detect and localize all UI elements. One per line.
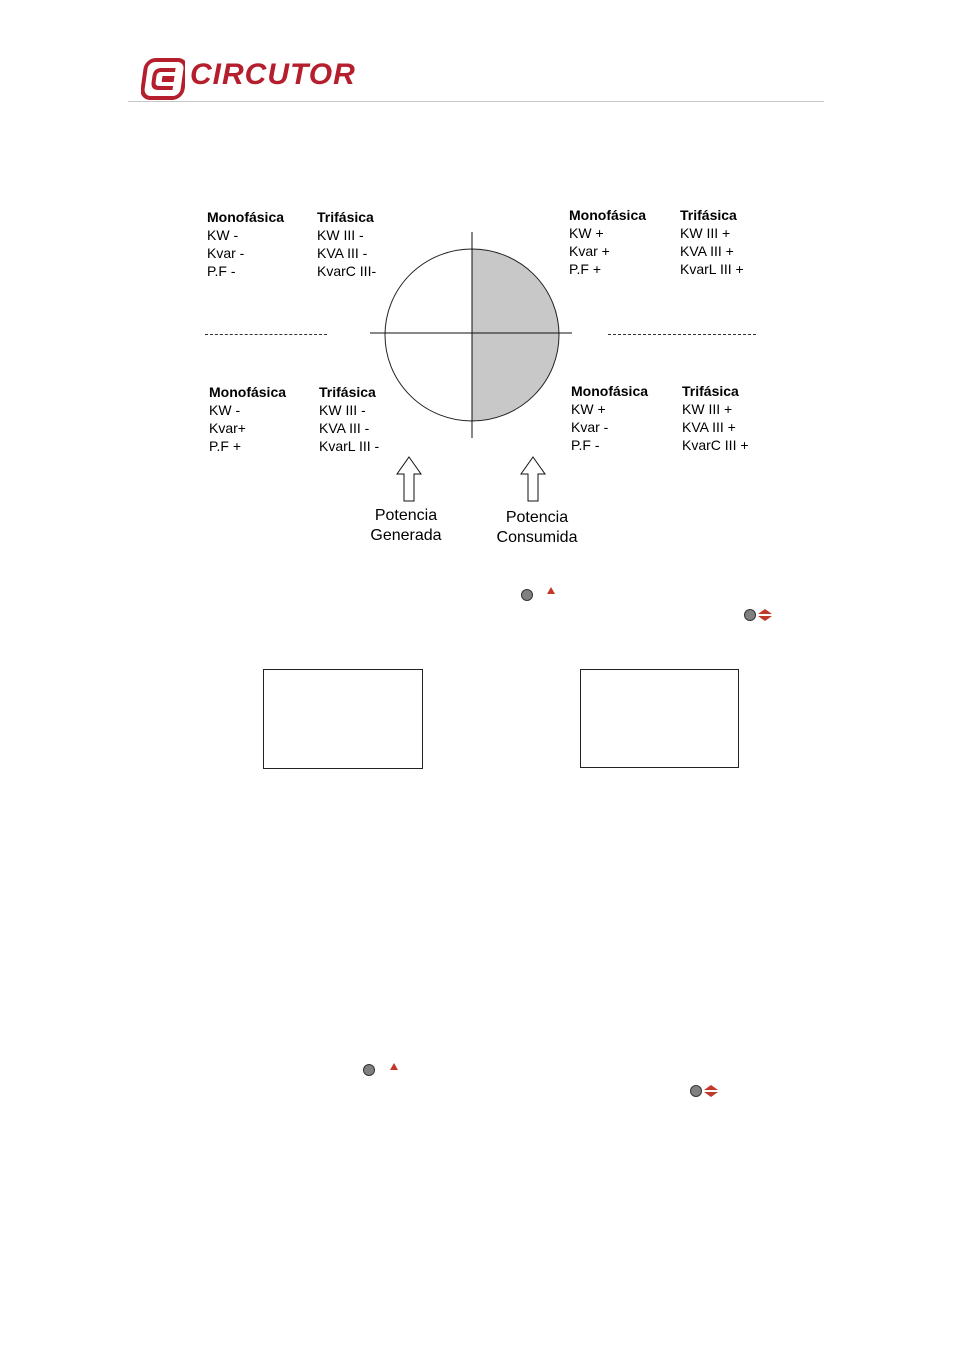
bottom-left-tri [319, 383, 379, 455]
tri-line: KVA III - [319, 420, 370, 436]
consumed-half-shade [472, 249, 559, 421]
tri-line: KW III + [682, 401, 733, 417]
circutor-logo-icon [141, 58, 185, 100]
red-up-down-arrow-icon [703, 1084, 719, 1098]
top-right-tri [680, 206, 744, 278]
tri-title: Trifásica [680, 207, 737, 223]
gray-round-button-icon [363, 1064, 375, 1076]
mono-line: KW + [571, 401, 606, 417]
mono-line: P.F - [571, 437, 600, 453]
mono-title: Monofásica [207, 209, 285, 225]
tri-title: Trifásica [319, 384, 376, 400]
left-dashed-line [205, 334, 327, 335]
red-up-triangle-icon [546, 586, 556, 595]
mono-line: KW + [569, 225, 604, 241]
gray-round-button-icon [690, 1085, 702, 1097]
top-left-tri [317, 208, 376, 280]
consumed-label-line2: Consumida [496, 529, 578, 546]
logo-text: CIRCUTOR [190, 58, 356, 91]
mono-title: Monofásica [571, 383, 649, 399]
display-box-left [263, 669, 423, 769]
mono-line: P.F + [569, 261, 602, 277]
consumed-label-line1: Potencia [505, 509, 569, 526]
gray-round-button-icon [744, 609, 756, 621]
mono-title: Monofásica [569, 207, 647, 223]
display-box-right [580, 669, 739, 768]
tri-line: KvarL III - [319, 438, 380, 454]
header-divider [128, 101, 824, 102]
red-up-down-arrow-icon [757, 608, 773, 622]
bottom-right-mono [571, 382, 648, 454]
top-left-mono [207, 208, 284, 280]
tri-line: KvarL III + [680, 261, 744, 277]
tri-line: KVA III + [682, 419, 736, 435]
consumed-power-arrow-icon [520, 456, 546, 502]
generated-power-label [356, 506, 456, 546]
tri-line: KW III + [680, 225, 731, 241]
mono-line: KW - [207, 227, 239, 243]
gray-round-button-icon [521, 589, 533, 601]
power-quadrant-circle [360, 228, 580, 440]
consumed-power-label [482, 508, 592, 548]
mono-line: P.F + [209, 438, 242, 454]
bottom-right-tri [682, 382, 749, 454]
red-up-triangle-icon [389, 1062, 399, 1071]
generated-power-arrow-icon [396, 456, 422, 502]
tri-title: Trifásica [682, 383, 739, 399]
tri-line: KW III - [319, 402, 366, 418]
mono-line: Kvar + [569, 243, 610, 259]
mono-line: Kvar - [571, 419, 609, 435]
tri-line: KvarC III- [317, 263, 377, 279]
tri-line: KW III - [317, 227, 364, 243]
mono-title: Monofásica [209, 384, 287, 400]
mono-line: KW - [209, 402, 241, 418]
right-dashed-line [608, 334, 756, 335]
bottom-left-mono [209, 383, 286, 455]
mono-line: Kvar - [207, 245, 245, 261]
mono-line: Kvar+ [209, 420, 246, 436]
top-right-mono [569, 206, 646, 278]
generated-label-line1: Potencia [374, 507, 438, 524]
tri-line: KVA III + [680, 243, 734, 259]
tri-title: Trifásica [317, 209, 374, 225]
mono-line: P.F - [207, 263, 236, 279]
tri-line: KvarC III + [682, 437, 749, 453]
generated-label-line2: Generada [370, 527, 442, 544]
tri-line: KVA III - [317, 245, 368, 261]
